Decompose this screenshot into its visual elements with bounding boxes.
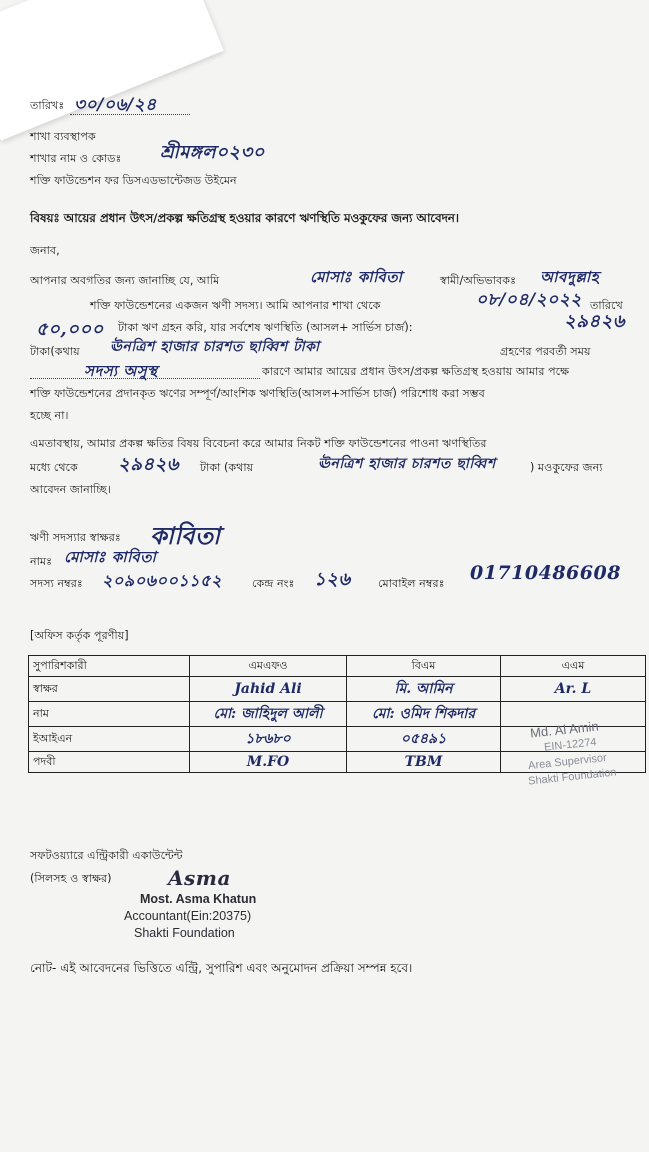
note-line: নোট- এই আবেদনের ভিত্তিতে এন্ট্রি, সুপারিশ এবং অনুমোদন প্রক্রিয়া সম্পন্ন হবে। xyxy=(30,961,413,975)
para2-line-2a: মধ্যে থেকে xyxy=(30,461,78,474)
guardian-hw: আবদুল্লাহ xyxy=(540,268,600,286)
office-caption: [অফিস কর্তৃক পূরণীয়] xyxy=(30,629,129,642)
table-header-row xyxy=(29,656,646,677)
date-label: তারিখঃ xyxy=(30,99,65,112)
header-cell: সুপারিশকারী xyxy=(29,656,190,677)
loan-amount-hw: ৫০,০০০ xyxy=(36,319,104,340)
member-id-label: সদস্য নম্বরঃ xyxy=(30,577,83,590)
stamp-ein: EIN-12274 xyxy=(543,736,598,754)
accountant-role: Accountant(Ein:20375) xyxy=(124,909,252,923)
waive-amount-hw: ২৯৪২৬ xyxy=(118,454,179,475)
table-cell: মি. আমিন xyxy=(347,677,501,702)
header-cell: এমএফও xyxy=(190,656,347,677)
org-line: শক্তি ফাউন্ডেশন ফর ডিসএডভান্টেজড উইমেন xyxy=(30,174,237,187)
row-label: স্বাক্ষর xyxy=(29,677,190,702)
accountant-signature: Asma xyxy=(168,866,231,890)
row-label: পদবী xyxy=(29,752,190,773)
header-cell: বিএম xyxy=(347,656,501,677)
accountant-name: Most. Asma Khatun xyxy=(140,892,257,906)
table-cell: M.FO xyxy=(190,752,347,773)
salutation: জনাব, xyxy=(30,244,60,257)
waive-words-hw: ঊনত্রিশ হাজার চারশত ছাব্বিশ xyxy=(318,456,496,472)
loan-date-hw: ০৮/০৪/২০২২ xyxy=(476,290,582,310)
member-name-value: মোসাঃ কাবিতা xyxy=(64,548,157,566)
table-cell: মো: জাহিদুল আলী xyxy=(190,702,347,727)
center-value: ১২৬ xyxy=(314,569,351,590)
body-line-4a: টাকা(কথায় xyxy=(30,345,80,358)
body-line-4b: গ্রহণের পরবর্তী সময় xyxy=(500,345,591,358)
amount-words-hw: ঊনত্রিশ হাজার চারশত ছাব্বিশ টাকা xyxy=(110,339,320,355)
accountant-org: Shakti Foundation xyxy=(134,926,235,940)
member-signature: কাবিতা xyxy=(150,521,221,550)
para2-line-2c: ) মওকুফের জন্য xyxy=(530,461,603,474)
stamp-name: Md. Al Amin xyxy=(529,718,600,741)
body-line-2a: শক্তি ফাউন্ডেশনের একজন ঋণী সদস্য। আমি আপনার শাখা থেকে xyxy=(90,299,381,312)
table-cell: TBM xyxy=(347,752,501,773)
row-label: নাম xyxy=(29,702,190,727)
table-row xyxy=(29,677,646,702)
mobile-value: 01710486608 xyxy=(470,562,621,584)
table-cell: মো: ওমিদ শিকদার xyxy=(347,702,501,727)
center-label: কেন্দ্র নংঃ xyxy=(252,577,295,590)
accountant-line-1: সফটওয়্যারে এন্ট্রিকারী একাউন্টেন্ট xyxy=(30,849,183,862)
body-line-3a: টাকা ঋণ গ্রহন করি, যার সর্বশেষ ঋণস্থিতি (আসল+ সার্ভিস চার্জ): xyxy=(118,321,413,334)
table-cell: ১৮৬৮০ xyxy=(190,727,347,752)
member-signature-label: ঋণী সদস্যার স্বাক্ষরঃ xyxy=(30,531,121,544)
member-name-hw: মোসাঃ কাবিতা xyxy=(310,268,403,286)
body-line-1a: আপনার অবগতির জন্য জানাচ্ছি যে, আমি xyxy=(30,274,220,287)
para2-line-1: এমতাবস্থায়, আমার প্রকল্প ক্ষতির বিষয় বিবেচনা করে আমার নিকট শক্তি ফাউন্ডেশনের পাওনা ঋণস্থিতির xyxy=(30,437,487,450)
header-cell: এএম xyxy=(501,656,646,677)
subject-line: বিষয়ঃ আয়ের প্রধান উৎস/প্রকল্প ক্ষতিগ্রস্থ হওয়ার কারণে ঋণস্থিতি মওকুফের জন্য আবেদন। xyxy=(30,211,460,225)
reason-hw: সদস্য অসুস্থ xyxy=(84,362,158,380)
stamp-title: Area Supervisor xyxy=(527,751,608,773)
body-line-7: হচ্ছে না। xyxy=(30,409,69,422)
body-line-1b: স্বামী/অভিভাবকঃ xyxy=(440,274,517,287)
office-table xyxy=(28,655,646,773)
branch-label: শাখার নাম ও কোডঃ xyxy=(30,152,122,165)
balance-hw: ২৯৪২৬ xyxy=(564,311,625,332)
para2-line-3: আবেদন জানাচ্ছি। xyxy=(30,483,111,496)
table-cell: Ar. L xyxy=(501,677,646,702)
date-value: ৩০/০৬/২৪ xyxy=(74,95,157,115)
branch-manager-label: শাখা ব্যবস্থাপক xyxy=(30,130,96,143)
body-line-6: শক্তি ফাউন্ডেশনের প্রদানকৃত ঋণের সম্পূর্ণ/আংশিক ঋণস্থিতি(আসল+সার্ভিস চার্জ) পরিশোধ করা সম্ভব xyxy=(30,387,485,400)
row-label: ইআইএন xyxy=(29,727,190,752)
accountant-line-2: (সিলসহ ও স্বাক্ষর) xyxy=(30,872,112,885)
member-name-label: নামঃ xyxy=(30,555,53,568)
para2-line-2b: টাকা (কথায় xyxy=(200,461,254,474)
table-cell: ০৫৪৯১ xyxy=(347,727,501,752)
mobile-label: মোবাইল নম্বরঃ xyxy=(378,577,445,590)
table-cell: Jahid Ali xyxy=(190,677,347,702)
member-id-value: ২০৯০৬০০১১৫২ xyxy=(102,571,222,590)
body-line-2b: তারিখে xyxy=(590,299,623,312)
branch-value: শ্রীমঙ্গল০২৩০ xyxy=(160,142,265,163)
stamp-org: Shakti Foundation xyxy=(527,766,618,788)
body-line-5: কারণে আমার আয়ের প্রধান উৎস/প্রকল্প ক্ষতিগ্রস্থ হওয়ায় আমার পক্ষে xyxy=(262,365,570,378)
